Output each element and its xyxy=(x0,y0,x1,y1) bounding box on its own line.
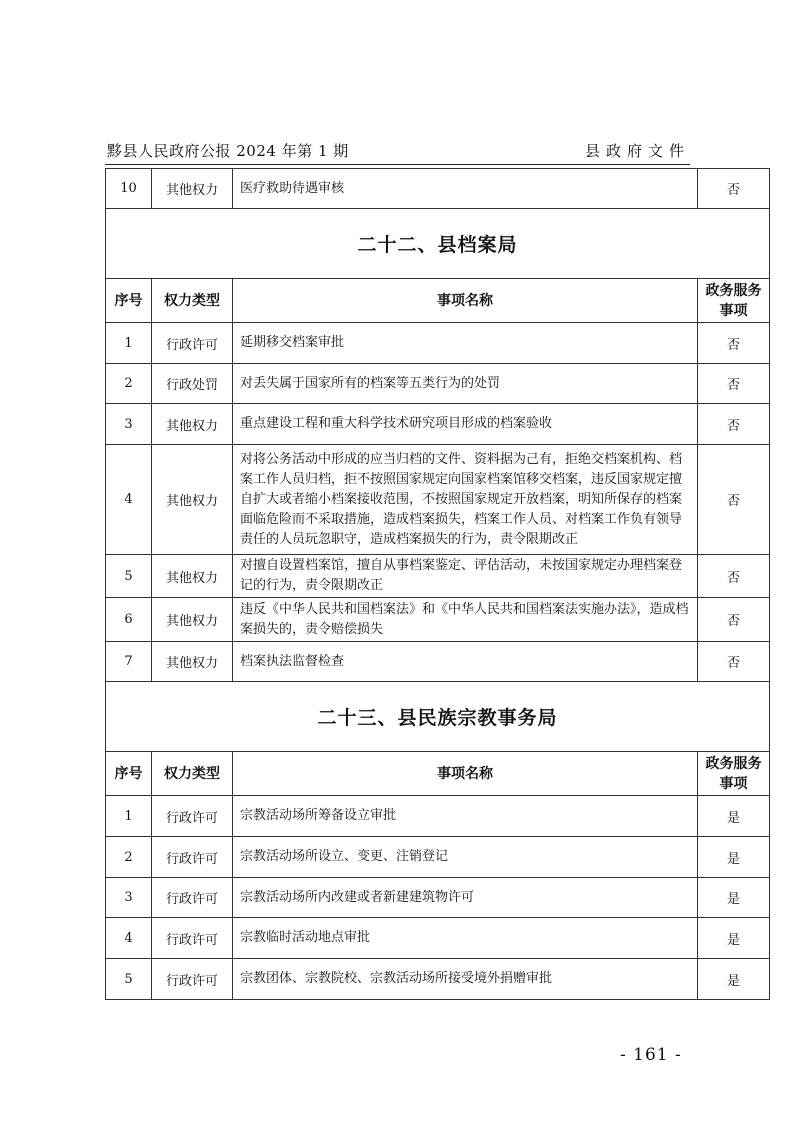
item-name: 宗教临时活动地点审批 xyxy=(233,918,698,959)
row-number: 2 xyxy=(106,364,152,404)
bulletin-title: 黟县人民政府公报 2024 年第 1 期 xyxy=(107,142,349,160)
item-name: 违反《中华人民共和国档案法》和《中华人民共和国档案法实施办法》，造成档案损失的，责令赔偿损失 xyxy=(233,598,698,642)
table-row xyxy=(106,598,770,642)
power-type: 行政许可 xyxy=(152,959,233,1000)
row-number: 7 xyxy=(106,642,152,682)
row-number: 1 xyxy=(106,323,152,364)
row-number: 5 xyxy=(106,959,152,1000)
page-number: - 161 - xyxy=(620,1045,682,1065)
page-header xyxy=(105,140,690,165)
service-flag: 是 xyxy=(698,878,770,918)
power-type: 行政许可 xyxy=(152,796,233,837)
service-flag: 是 xyxy=(698,918,770,959)
row-number: 5 xyxy=(106,555,152,598)
table-row xyxy=(106,445,770,555)
service-flag: 否 xyxy=(698,323,770,364)
service-flag: 是 xyxy=(698,796,770,837)
row-number: 6 xyxy=(106,598,152,642)
power-type: 行政许可 xyxy=(152,878,233,918)
row-number: 3 xyxy=(106,878,152,918)
service-flag: 否 xyxy=(698,642,770,682)
section-heading xyxy=(106,682,770,752)
item-name: 对丢失属于国家所有的档案等五类行为的处罚 xyxy=(233,364,698,404)
power-type: 行政许可 xyxy=(152,918,233,959)
power-type: 行政处罚 xyxy=(152,364,233,404)
row-number: 2 xyxy=(106,837,152,878)
table-row xyxy=(106,796,770,837)
row-number: 10 xyxy=(106,169,152,209)
item-name: 宗教活动场所内改建或者新建建筑物许可 xyxy=(233,878,698,918)
table-row xyxy=(106,918,770,959)
table-row xyxy=(106,959,770,1000)
row-number: 4 xyxy=(106,445,152,555)
service-flag: 否 xyxy=(698,404,770,445)
item-name: 医疗救助待遇审核 xyxy=(233,169,698,209)
header-type: 权力类型 xyxy=(152,279,233,323)
header-no: 序号 xyxy=(106,752,152,796)
service-flag: 否 xyxy=(698,445,770,555)
section-title: 二十二、县档案局 xyxy=(106,209,770,279)
table-header-row xyxy=(106,752,770,796)
service-flag: 是 xyxy=(698,837,770,878)
table-row xyxy=(106,404,770,445)
row-number: 1 xyxy=(106,796,152,837)
header-no: 序号 xyxy=(106,279,152,323)
header-name: 事项名称 xyxy=(233,752,698,796)
table-row xyxy=(106,642,770,682)
power-type: 其他权力 xyxy=(152,445,233,555)
power-type: 其他权力 xyxy=(152,598,233,642)
table-row xyxy=(106,878,770,918)
row-number: 4 xyxy=(106,918,152,959)
row-number: 3 xyxy=(106,404,152,445)
item-name: 档案执法监督检查 xyxy=(233,642,698,682)
table-row xyxy=(106,323,770,364)
item-name: 延期移交档案审批 xyxy=(233,323,698,364)
item-name: 宗教活动场所设立、变更、注销登记 xyxy=(233,837,698,878)
header-type: 权力类型 xyxy=(152,752,233,796)
header-service: 政务服务事项 xyxy=(698,752,770,796)
table-row xyxy=(106,364,770,404)
power-list-table xyxy=(105,168,770,1000)
power-type: 其他权力 xyxy=(152,642,233,682)
table-header-row xyxy=(106,279,770,323)
table-row xyxy=(106,169,770,209)
item-name: 重点建设工程和重大科学技术研究项目形成的档案验收 xyxy=(233,404,698,445)
header-service: 政务服务事项 xyxy=(698,279,770,323)
service-flag: 否 xyxy=(698,555,770,598)
service-flag: 否 xyxy=(698,598,770,642)
item-name: 对将公务活动中形成的应当归档的文件、资料据为己有，拒绝交档案机构、档案工作人员归档，拒不按照国家规定向国家档案馆移交档案，违反国家规定擅自扩大或者缩小档案接收范围，不按照国家规定开放档案，明知所保存的档案面临危险而不采取措施，造成档案损失，档案工作人员、对档案工作负有领导责任的人员玩忽职守，造成档案损失的行为，责令限期改正 xyxy=(233,445,698,555)
power-type: 其他权力 xyxy=(152,555,233,598)
service-flag: 否 xyxy=(698,169,770,209)
item-name: 宗教活动场所筹备设立审批 xyxy=(233,796,698,837)
table-row xyxy=(106,837,770,878)
service-flag: 是 xyxy=(698,959,770,1000)
section-heading xyxy=(106,209,770,279)
item-name: 对擅自设置档案馆，擅自从事档案鉴定、评估活动，未按国家规定办理档案登记的行为，责令限期改正 xyxy=(233,555,698,598)
section-label: 县政府文件 xyxy=(584,142,690,160)
item-name: 宗教团体、宗教院校、宗教活动场所接受境外捐赠审批 xyxy=(233,959,698,1000)
power-type: 其他权力 xyxy=(152,169,233,209)
section-title: 二十三、县民族宗教事务局 xyxy=(106,682,770,752)
power-type: 行政许可 xyxy=(152,837,233,878)
header-name: 事项名称 xyxy=(233,279,698,323)
service-flag: 否 xyxy=(698,364,770,404)
power-type: 其他权力 xyxy=(152,404,233,445)
power-type: 行政许可 xyxy=(152,323,233,364)
table-row xyxy=(106,555,770,598)
